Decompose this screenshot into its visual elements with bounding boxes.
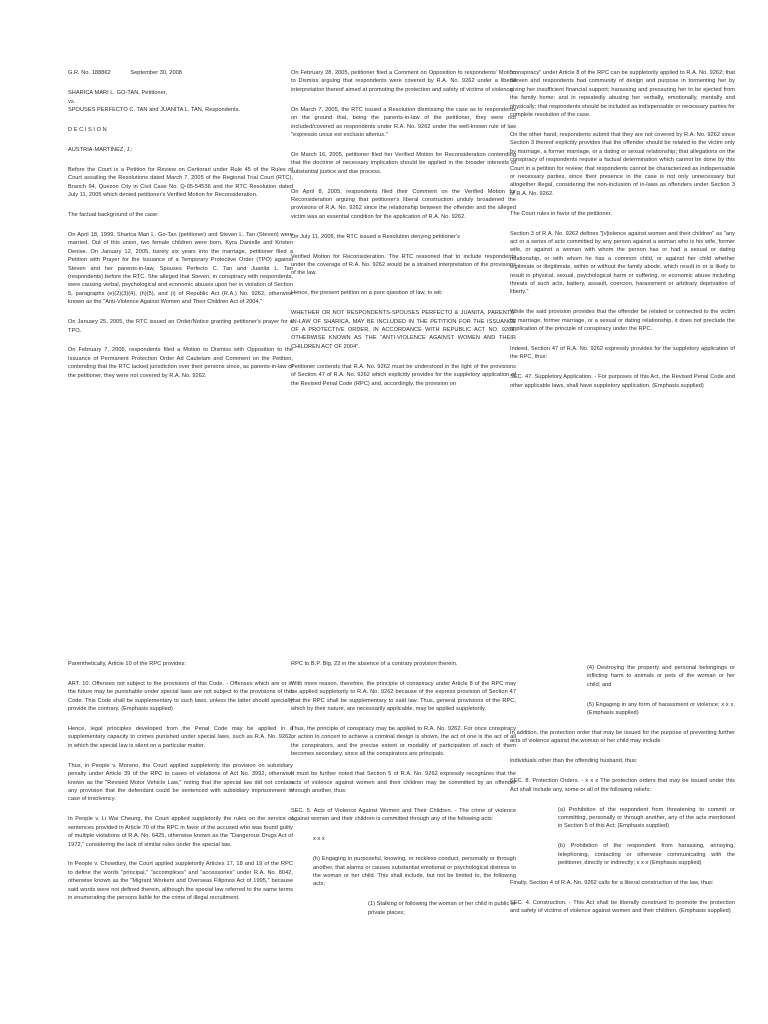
paragraph: "conspiracy" under Article 8 of the RPC can be suppletorily applied to R.A. No. 9262; that Steven and respondents had community of design and purpose in tormenting her by giving her insufficient financial support; harassing and pressuring her to be ejected from the family home; and in repeatedly abusing her verbally, emotionally, mentally and physically; that respondents should be included as indispensable or necessary parties for complete resolution of the case. [510, 70, 735, 119]
paragraph: On March 16, 2005, petitioner filed her Verified Motion for Reconsideration contending that the doctrine of necessary implication should be applied in the broader interests of substantial justice and due process. [291, 151, 516, 175]
paragraph: Parenthetically, Article 10 of the RPC provides: [68, 661, 186, 667]
statute-quote: SEC. 5. Acts of Violence Against Women and Their Children. - The crime of violence against women and their children is committed through any of the following acts: [291, 807, 516, 823]
paragraph: On the other hand, respondents submit that they are not covered by R.A. No. 9262 since Section 3 thereof explicitly provides that the offender should be related to the victim only by marriage, a former marriage, or a dating or sexual relationship; that allegations on the conspiracy of respondents require a factual determination which cannot be done by this Court in a petition for review; that respondents cannot be characterized as indispensable or necessary parties, since their presence in the case is not only unnecessary but altogether illegal, considering the non-inclusion of in-laws as offenders under Section 3 of R.A. No. 9262. [510, 131, 735, 197]
ponente: AUSTRIA-MARTINEZ, J.: [68, 147, 133, 154]
paragraph: Hence, the present petition on a pure question of law, to wit: [291, 290, 443, 297]
paragraph: RPC to B.P. Blg. 22 in the absence of a contrary provision therein. [291, 661, 458, 667]
paragraph: It must be further noted that Section 5 of R.A. No. 9262 expressly recognizes that the acts of violence against women and their children may be committed by an offender through another, thus: [291, 771, 516, 794]
paragraph: Before the Court is a Petition for Review on Certiorari under Rule 45 of the Rules of Court assailing the Resolutions dated March 7, 2005 of the Regional Trial Court (RTC), Branch 94, Quezon City in Civil Case No. Q-05-54536 and the RTC Resolution dated July 11, 2005 which denied petitioner's Verified Motion for Reconsideration. [68, 166, 293, 199]
paragraph: Thus, in People v. Moreno, the Court applied suppletorily the provision on subsidiary penalty under Article 39 of the RPC to cases of violations of Act No. 3992, otherwise known as the "Revised Motor Vehicle Law," noting that the special law did not contain any provision that the defendant could be sentenced with subsidiary imprisonment in case of insolvency. [68, 762, 293, 803]
paragraph: With more reason, therefore, the principle of conspiracy under Article 8 of the RPC may be applied suppletorily to R.A. No. 9262 because of the express provision of Section 47 that the RPC shall be supplementary to said law. Thus, general provisions of the RPC, which by their nature, are necessarily applicable, may be applied suppletorily. [291, 680, 516, 713]
top-column-3 [510, 69, 735, 402]
bottom-column-1 [68, 660, 293, 914]
paragraph: Hence, legal principles developed from the Penal Code may be applied in a supplementary capacity to crimes punished under special laws, such as R.A. No. 9262, in which the special law is silent on a particular matter. [68, 726, 293, 749]
statute-item-4: (4) Destroying the property and personal belongings or inflicting harm to animals or pets of the woman or her child; and [587, 665, 735, 688]
ellipsis-line: x x x [313, 836, 325, 843]
relief-b: (b) Prohibition of the respondent from harassing, annoying, telephoning, contacting or otherwise communicating with the petitioner, directly or indirectly; x x x (Emphasis supplied) [558, 843, 735, 867]
paragraph: Petitioner contends that R.A. No. 9262 must be understood in the light of the provisions of Section 47 of R.A. No. 9262 which explicitly provides for the suppletory application of the Revised Penal Code (RPC) and, accordingly, the provision on [291, 363, 516, 387]
paragraph: On July 11, 2005, the RTC issued a Resolution denying petitioner's [291, 233, 460, 240]
statute-item-1: (1) Stalking or following the woman or her child in public or private places; [368, 901, 516, 916]
bottom-column-3 [510, 664, 735, 927]
paragraph: Indeed, Section 47 of R.A. No. 9262 expressly provides for the suppletory application of the RPC, thus: [510, 346, 735, 361]
paragraph: On February 28, 2005, petitioner filed a Comment on Opposition to respondents' Motion to Dismiss arguing that respondents were covered by R.A. No. 9262 under a liberal interpretation thereof aimed at promoting the protection and safety of victims of violence. [291, 70, 516, 93]
paragraph: On April 18, 1999, Sharica Mari L. Go-Tan (petitioner) and Steven L. Tan (Steven) were married. Out of this union, two female children were born, Kyra Danielle and Kristen Denise. On January 12, 2005, barely six years into the marriage, petitioner filed a Petition with Prayer for the Issuance of a Temporary Protective Order (TPO) against Steven and her parents-in-law, Spouses Perfecto C. Tan and Juanita L. Tan (respondents) before the RTC. She alleged that Steven, in conspiracy with respondents, were causing verbal, psychological and economic abuses upon her in violation of Section 5, paragraphs (e)(2)(3)(4), (h)(5), and (i) of Republic Act (R.A.) No. 9262, otherwise known as the "Anti-Violence Against Women and Their Children Act of 2004." [68, 231, 293, 306]
paragraph: On January 25, 2005, the RTC issued an Order/Notice granting petitioner's prayer for a TPO. [68, 319, 293, 334]
statute-item-5: (5) Engaging in any form of harassment or violence; x x x. (Emphasis supplied) [587, 701, 735, 717]
paragraph: While the said provision provides that the offender be related or connected to the victim by marriage, former marriage, or a sexual or dating relationship, it does not preclude the application of the principle of conspiracy under the RPC. [510, 309, 735, 333]
paragraph: Verified Motion for Reconsideration. The RTC reasoned that to include respondents under the coverage of R.A. No. 9262 would be a strained interpretation of the provisions of the law. [291, 253, 516, 277]
paragraph: In People v. Chowdury, the Court applied suppletorily Articles 17, 18 and 19 of the RPC to define the words "principal," "accomplices" and "accessories" under R.A. No. 8042, otherwise known as the "Migrant Workers and Overseas Filipinos Act of 1995," because said words were not defined therein, although the special law referred to the same terms in enumerating the persons liable for the crime of illegal recruitment. [68, 861, 293, 902]
paragraph: Finally, Section 4 of R.A. No. 9262 calls for a liberal construction of the law, thus: [510, 880, 714, 886]
versus-line: vs. [68, 98, 76, 105]
paragraph: Thus, the principle of conspiracy may be applied to R.A. No. 9262. For once conspiracy or action in concert to achieve a criminal design is shown, the act of one is the act of all the conspirators, and the precise extent or modality of participation of each of them becomes secondary, since all the conspirators are principals. [291, 726, 516, 758]
bottom-column-2 [291, 660, 516, 929]
paragraph: In People v. Li Wai Cheung, the Court applied suppletorily the rules on the service of sentences provided in Article 70 of the RPC in favor of the accused who was found guilty of multiple violations of R.A. No. 6425, otherwise known as the "Dangerous Drugs Act of 1972," considering the lack of similar rules under the special law. [68, 816, 293, 848]
case-header [68, 69, 293, 77]
statute-quote: SEC. 8. Protection Orders. - x x x The protection orders that may be issued under this Act shall include any, some or all of the following reliefs: [510, 778, 735, 793]
paragraph: On March 7, 2005, the RTC issued a Resolution dismissing the case as to respondents on the ground that, being the parents-in-law of the petitioner, they were not included/covered as respondents under R.A. No. 9262 under the well-known rule of law "expressio unius est exclusio alterius." [291, 106, 516, 138]
paragraph: The factual background of the case: [68, 212, 159, 219]
petitioner-line: SHARICA MARI L. GO-TAN, Petitioner, [68, 90, 167, 97]
decision-heading: D E C I S I O N [68, 127, 107, 134]
paragraph: In addition, the protection order that may be issued for the purpose of preventing further acts of violence against the woman or her child may include [510, 730, 735, 745]
paragraph: On April 8, 2005, respondents filed their Comment on the Verified Motion for Reconsideration arguing that petitioner's liberal construction unduly broadened the provisions of R.A. No. 9262 since the relationship between the offender and the alleged victim was an essential condition for the application of R.A. No. 9262. [291, 188, 516, 220]
case-number: G.R. No. 188862 [68, 70, 111, 76]
top-column-2 [291, 69, 516, 399]
paragraph: On February 7, 2005, respondents filed a Motion to Dismiss with Opposition to the Issuance of Permanent Protection Order Ad Cautelam and Comment on the Petition, contending that the RTC lacked jurisdiction over their persons since, as parents-in-law of the petitioner, they were not covered by R.A. No. 9262. [68, 347, 293, 379]
respondents-line: SPOUSES PERFECTO C. TAN and JUANITA L. TAN, Respondents. [68, 107, 241, 114]
statute-quote: SEC. 4. Construction. - This Act shall be liberally construed to promote the protection and safety of victims of violence against women and their children. (Emphasis supplied) [510, 899, 735, 915]
issue-statement: WHETHER OR NOT RESPONDENTS-SPOUSES PERFECTO & JUANITA, PARENTS-IN-LAW OF SHARICA, MAY BE INCLUDED IN THE PETITION FOR THE ISSUANCE OF A PROTECTIVE ORDER, IN ACCORDANCE WITH REPUBLIC ACT NO. 9262, OTHERWISE KNOWN AS THE "ANTI-VIOLENCE AGAINST WOMEN AND THEIR CHILDREN ACT OF 2004". [291, 310, 516, 350]
paragraph: The Court rules in favor of the petitioner. [510, 210, 612, 217]
statute-quote: SEC. 47. Suppletory Application. - For purposes of this Act, the Revised Penal Code and other applicable laws, shall have suppletory application. (Emphasis supplied) [510, 374, 735, 389]
statute-item-h: (h) Engaging in purposeful, knowing, or reckless conduct, personally or through another, that alarms or causes substantial emotional or psychological distress to the woman or her child. This shall include, but not be limited to, the following acts: [313, 856, 516, 888]
paragraph: Section 3 of R.A. No. 9262 defines "[v]iolence against women and their children" as "any act or a series of acts committed by any person against a woman who is his wife, former wife, or against a woman with whom the person has or had a sexual or dating relationship, or with whom he has a common child, or against her child whether legitimate or illegitimate, within or without the family abode, which result in or is likely to result in physical, sexual, psychological harm or suffering, or economic abuse including threats of such acts, battery, assault, coercion, harassment or arbitrary deprivation of liberty." [510, 230, 735, 296]
top-column-1 [68, 69, 293, 392]
relief-a: (a) Prohibition of the respondent from threatening to commit or committing, personally or through another, any of the acts mentioned in Section 5 of this Act; (Emphasis supplied) [558, 806, 735, 830]
paragraph: individuals other than the offending husband, thus: [510, 758, 638, 765]
statute-quote: ART. 10. Offenses not subject to the provisions of this Code. - Offenses which are or in the future may be punishable under special laws are not subject to the provisions of this Code. This Code shall be supplementary to such laws, unless the latter should specially provide the contrary. (Emphasis supplied) [68, 680, 293, 713]
case-date: September 30, 2008 [130, 70, 182, 76]
